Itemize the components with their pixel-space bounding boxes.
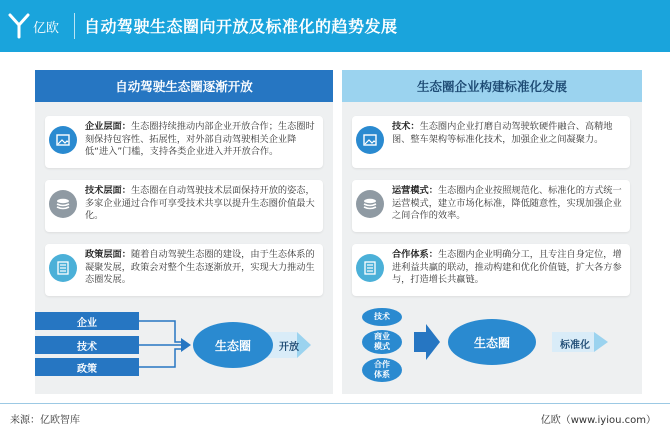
right-panel-title: 生态圈企业构建标准化发展 bbox=[342, 70, 642, 102]
item-text: 技术：生态圈内企业打磨自动驾驶软硬件融合、高精地图、整车架构等标准化技术，加强企业之间凝聚力。 bbox=[392, 121, 613, 145]
flow-input-policy: 政策 bbox=[35, 358, 139, 376]
page-title: 自动驾驶生态圈向开放及标准化的趋势发展 bbox=[84, 17, 398, 36]
flow-input-enterprise: 企业 bbox=[35, 312, 139, 330]
footer-divider bbox=[0, 403, 670, 404]
flow-input-technology: 技术 bbox=[35, 336, 139, 354]
brand-logo bbox=[8, 10, 68, 42]
flow-center-ecosystem: 生态圈 bbox=[193, 322, 273, 368]
item-text: 运营模式：生态圈内企业按照规范化、标准化的方式统一运营模式，建立市场化标准，降低随意性，实现加强企业之间合作的效率。 bbox=[392, 185, 622, 221]
flow-output-open: 开放 bbox=[279, 342, 299, 353]
header-divider bbox=[74, 13, 75, 39]
item-text: 企业层面：生态圈持续推动内部企业开放合作；生态圈时刻保持包容性、拓展性，对外部自动驾驶相关企业降低“进入”门槛，支持各类企业进入并开放合作。 bbox=[85, 121, 315, 157]
flow-input-business-model: 商业 模式 bbox=[362, 330, 402, 354]
logo-text: 亿欧 bbox=[33, 20, 60, 36]
right-panel bbox=[342, 70, 642, 394]
flow-center-ecosystem: 生态圈 bbox=[448, 319, 536, 365]
logo-y-icon bbox=[8, 12, 30, 40]
flow-output-standardization: 标准化 bbox=[560, 340, 590, 351]
flow-input-technology: 技术 bbox=[362, 308, 402, 326]
item-text: 技术层面：生态圈在自动驾驶技术层面保持开放的姿态，多家企业通过合作可享受技术共享以提升生态圈价值最大化。 bbox=[85, 185, 315, 221]
item-text: 合作体系：生态圈内企业明确分工，且专注自身定位，增进利益共赢的联动，推动构建和优化价值链，扩大各方参与，打造增长共赢链。 bbox=[392, 249, 622, 285]
footer-source: 来源：亿欧智库 bbox=[10, 415, 80, 426]
header-bar bbox=[0, 0, 670, 52]
item-text: 政策层面：随着自动驾驶生态圈的建设，由于生态体系的凝聚发展，政策会对整个生态逐渐放开，实现大力推动生态圈发展。 bbox=[85, 249, 315, 285]
left-panel bbox=[35, 70, 333, 394]
flow-input-cooperation-system: 合作 体系 bbox=[362, 358, 402, 382]
footer-site: 亿欧（www.iyiou.com） bbox=[540, 415, 656, 426]
left-panel-title: 自动驾驶生态圈逐渐开放 bbox=[35, 70, 333, 102]
